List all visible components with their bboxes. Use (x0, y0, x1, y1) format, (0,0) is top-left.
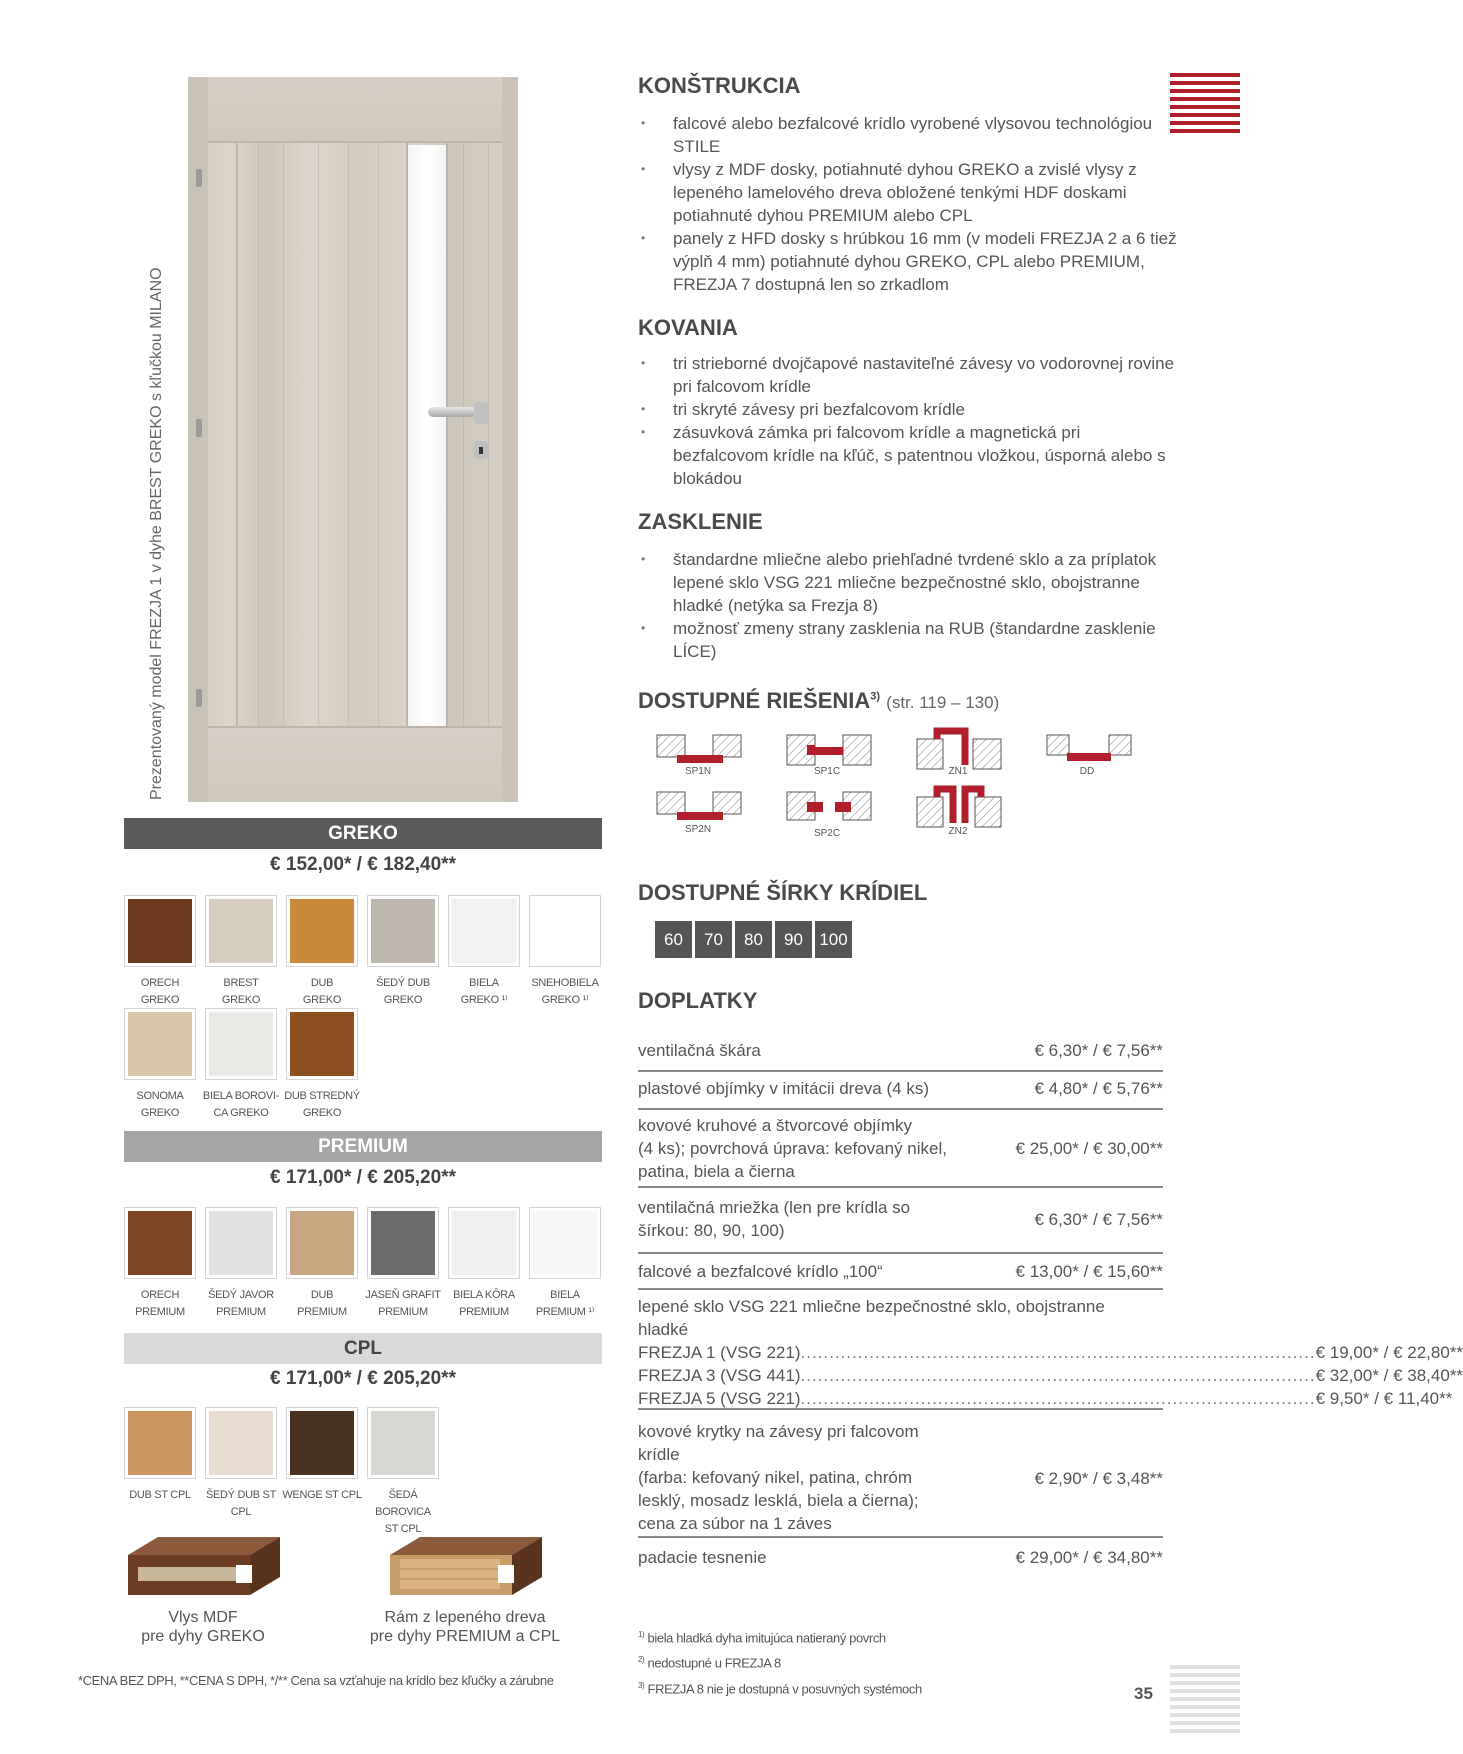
swatch-label: BIELA BOROVI- CA GREKO (202, 1090, 280, 1119)
swatch (286, 895, 358, 967)
swatch-label: WENGE ST CPL (282, 1489, 362, 1501)
brand-stripes-bottom (1170, 1665, 1240, 1735)
swatch-label: DUB ST CPL (129, 1489, 191, 1501)
surcharge-row: kovové kruhové a štvorcové objímky (4 ks); povrchová úprava: kefovaný nikel, patina, biela a čierna € 25,00* / € 30,00** (638, 1110, 1163, 1188)
swatch (529, 1207, 601, 1279)
hinge-icon (196, 689, 202, 707)
swatch (286, 1207, 358, 1279)
surcharge-row: falcové a bezfalcové krídlo „100“ € 13,00* / € 15,60** (638, 1254, 1163, 1290)
zasklenie-heading: ZASKLENIE (638, 509, 763, 534)
list-item: • tri skryté závesy pri bezfalcovom krídle (638, 398, 1178, 421)
surcharge-row: ventilačná mriežka (len pre krídla so šírkou: 80, 90, 100) € 6,30* / € 7,56** (638, 1188, 1163, 1254)
price-footnote: *CENA BEZ DPH, **CENA S DPH, */** Cena sa vzťahuje na krídlo bez kľučky a zárubne (78, 1673, 554, 1688)
sp1n-label: SP1N (684, 766, 712, 777)
glued-wood-profile-image (380, 1535, 550, 1605)
zn1-label: ZN1 (948, 766, 968, 777)
swatch-label: BIELA KÔRA PREMIUM (453, 1289, 515, 1318)
footnotes (638, 1624, 922, 1700)
cpl-bar: CPL (124, 1333, 602, 1364)
list-item: • falcové alebo bezfalcové krídlo vyrobené vlysovou technológiou STILE (638, 112, 1178, 158)
swatch-label: DUB GREKO (302, 977, 342, 1006)
swatch (367, 895, 439, 967)
swatch (205, 895, 277, 967)
cpl-price: € 171,00* / € 205,20** (270, 1368, 456, 1389)
sp2c-label: SP2C (813, 828, 841, 839)
hinge-icon (196, 419, 202, 437)
list-item: • možnosť zmeny strany zasklenia na RUB (štandardne zasklenie LÍCE) (638, 617, 1178, 663)
swatch-label: BREST GREKO (221, 977, 261, 1006)
sp2c-icon (785, 790, 875, 830)
surcharge-row: ventilačná škára € 6,30* / € 7,56** (638, 1034, 1163, 1072)
swatch-label: ORECH GREKO (140, 977, 180, 1006)
zasklenie-list (638, 548, 1178, 663)
swatch-label: ŠEDÝ DUB ST CPL (205, 1489, 277, 1518)
premium-bar: PREMIUM (124, 1131, 602, 1162)
swatch-label: BIELA GREKO ¹⁾ (460, 977, 508, 1006)
swatch (529, 895, 601, 967)
profile-caption-wood: Rám z lepeného dreva pre dyhy PREMIUM a CPL (369, 1609, 561, 1645)
swatch (448, 895, 520, 967)
doplatky-heading: DOPLATKY (638, 988, 758, 1013)
sp1c-label: SP1C (813, 766, 841, 777)
profile-caption-mdf: Vlys MDF pre dyhy GREKO (141, 1609, 265, 1645)
brand-stripes-top (1170, 73, 1240, 143)
konstrukcia-list (638, 112, 1178, 296)
swatch-label: ŠEDÝ JAVOR PREMIUM (208, 1289, 274, 1318)
riesenia-heading: DOSTUPNÉ RIEŠENIA$^{3)}$ (str. 119 – 130) (638, 688, 1000, 713)
door-image (188, 77, 518, 802)
width-option: 90 (775, 921, 812, 958)
swatch (124, 1207, 196, 1279)
width-option: 60 (655, 921, 692, 958)
swatch (286, 1407, 358, 1479)
swatch (286, 1008, 358, 1080)
list-item: • tri strieborné dvojčapové nastaviteľné závesy vo vodorovnej rovine pri falcovom krídle (638, 352, 1178, 398)
zn2-label: ZN2 (948, 826, 968, 837)
kovania-list (638, 352, 1178, 490)
swatch-label: DUB STREDNÝ GREKO (284, 1090, 360, 1119)
mdf-profile-image (118, 1535, 288, 1605)
swatch (367, 1207, 439, 1279)
list-item: • vlysy z MDF dosky, potiahnuté dyhou GREKO a zvislé vlysy z lepeného lamelového dreva obložené tenkými HDF doskami potiahnuté dyhou PREMIUM alebo CPL (638, 158, 1178, 227)
surcharge-row: padacie tesnenie € 29,00* / € 34,80** (638, 1548, 1163, 1567)
dd-label: DD (1079, 766, 1095, 777)
hinge-icon (196, 169, 202, 187)
footnote: $^{3)}$ FREZJA 8 nie je dostupná v posuvných systémoch (638, 1680, 922, 1696)
door-glass (408, 145, 446, 726)
greko-price: € 152,00* / € 182,40** (270, 854, 456, 875)
premium-price: € 171,00* / € 205,20** (270, 1167, 456, 1188)
list-item: • panely z HFD dosky s hrúbkou 16 mm (v modeli FREZJA 2 a 6 tiež výplň 4 mm) potiahnuté dyhou GREKO, CPL alebo PREMIUM, FREZJA 7 dostupná len so zrkadlom (638, 227, 1178, 296)
swatch (124, 1407, 196, 1479)
kovania-heading: KOVANIA (638, 315, 738, 340)
swatch (205, 1008, 277, 1080)
swatch-label: ORECH PREMIUM (135, 1289, 185, 1318)
width-option: 100 (815, 921, 852, 958)
swatch-label: ŠEDÁ BOROVICA ST CPL (375, 1489, 431, 1535)
swatch-label: BIELA PREMIUM ¹⁾ (535, 1289, 595, 1318)
list-item: • zásuvková zámka pri falcovom krídle a magnetická pri bezfalcovom krídle na kľúč, s patentnou vložkou, úsporná alebo s blokádou (638, 421, 1178, 490)
konstrukcia-heading: KONŠTRUKCIA (638, 73, 801, 98)
swatch (448, 1207, 520, 1279)
swatch (124, 895, 196, 967)
surcharge-row: plastové objímky v imitácii dreva (4 ks) € 4,80* / € 5,76** (638, 1072, 1163, 1110)
swatch-label: ŠEDÝ DUB GREKO (376, 977, 430, 1006)
width-option: 70 (695, 921, 732, 958)
swatch-label: SONOMA GREKO (136, 1090, 184, 1119)
door-handle (428, 407, 476, 417)
swatch (124, 1008, 196, 1080)
width-options (655, 921, 852, 958)
width-option: 80 (735, 921, 772, 958)
swatch-label: JASEŇ GRAFIT PREMIUM (365, 1289, 441, 1318)
surcharge-row: kovové krytky na závesy pri falcovom krídle (farba: kefovaný nikel, patina, chróm lesklý, mosadz lesklá, biela a čierna); cena za súbor na 1 záves € 2,90* / € 3,48** (638, 1410, 1163, 1538)
list-item: • štandardne mliečne alebo priehľadné tvrdené sklo a za príplatok lepené sklo VSG 221 mliečne bezpečnostné sklo, obojstranne hladké (netýka sa Frezja 8) (638, 548, 1178, 617)
footnote: $^{2)}$ nedostupné u FREZJA 8 (638, 1655, 781, 1671)
footnote: $^{1)}$ biela hladká dyha imitujúca natieraný povrch (638, 1630, 886, 1646)
door-caption: Prezentovaný model FREZJA 1 v dyhe BREST GREKO s kľučkou MILANO (148, 267, 165, 800)
swatch (205, 1207, 277, 1279)
door-lock (474, 441, 488, 459)
swatch (367, 1407, 439, 1479)
page-number: 35 (1134, 1684, 1153, 1703)
surcharge-row: lepené sklo VSG 221 mliečne bezpečnostné sklo, obojstranne hladké FREZJA 1 (VSG 221) .......................................................................................... € 19,00* / € 22,80** FREZJA 3 (VSG 441) .......................................................................................... € 32,00* / € 38,40** FREZJA 5 (VSG 221) .......................................................................................... € 9,50* / € 11,40** (638, 1290, 1163, 1410)
swatch-label: SNEHOBIELA GREKO ¹⁾ (531, 977, 599, 1006)
greko-bar: GREKO (124, 818, 602, 849)
swatch (205, 1407, 277, 1479)
sirky-heading: DOSTUPNÉ ŠÍRKY KRÍDIEL (638, 880, 928, 905)
sp2n-label: SP2N (684, 824, 712, 835)
swatch-label: DUB PREMIUM (297, 1289, 347, 1318)
